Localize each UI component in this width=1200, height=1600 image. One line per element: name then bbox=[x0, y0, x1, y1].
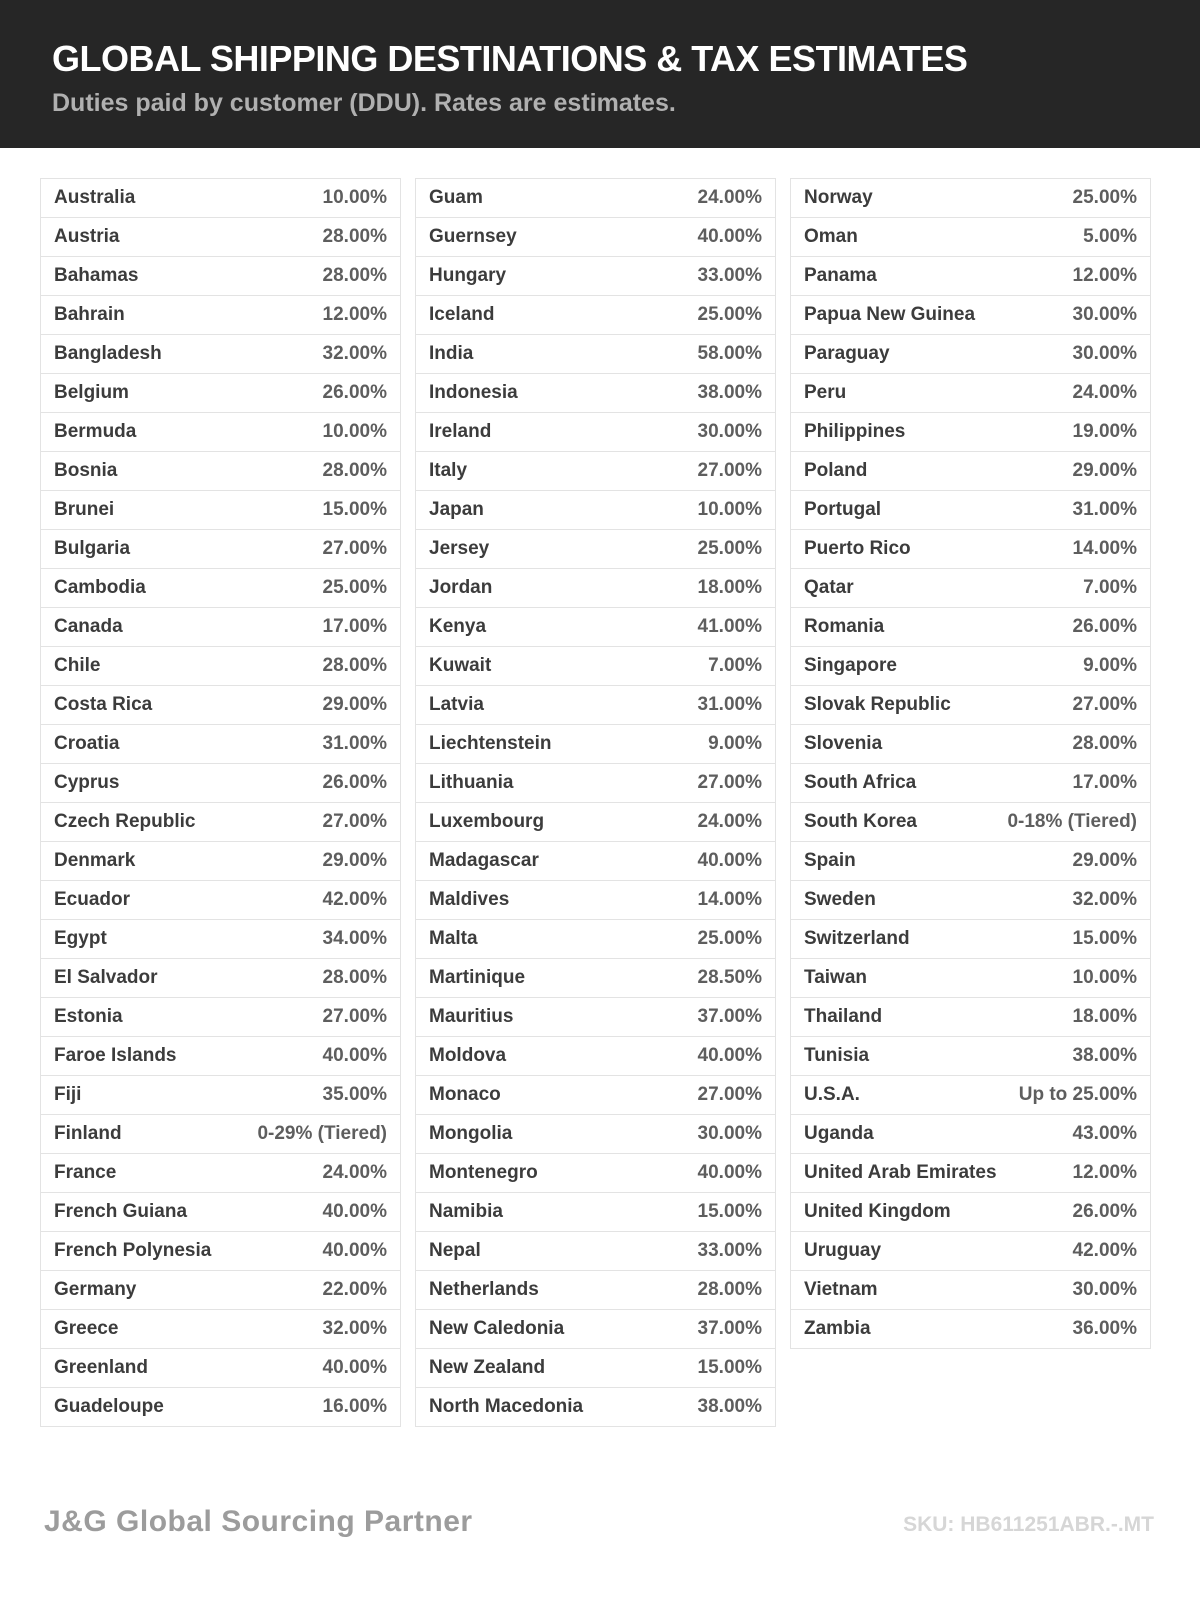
tax-rate: 10.00% bbox=[1072, 967, 1137, 988]
table-row bbox=[791, 647, 1150, 686]
table-row bbox=[791, 842, 1150, 881]
tax-rate: 0-18% (Tiered) bbox=[1007, 811, 1137, 832]
tax-rate: 40.00% bbox=[697, 226, 762, 247]
tax-rate: 12.00% bbox=[322, 304, 387, 325]
table-row bbox=[416, 647, 775, 686]
tax-rate: 7.00% bbox=[708, 655, 762, 676]
table-row bbox=[791, 920, 1150, 959]
table-row bbox=[791, 1076, 1150, 1115]
country-name: Netherlands bbox=[429, 1279, 539, 1300]
country-name: New Caledonia bbox=[429, 1318, 565, 1339]
tax-rate: 42.00% bbox=[322, 889, 387, 910]
tax-rate: 40.00% bbox=[697, 1162, 762, 1183]
tax-rate: Up to 25.00% bbox=[1018, 1084, 1137, 1105]
country-name: Indonesia bbox=[429, 382, 518, 403]
tax-rate: 28.00% bbox=[322, 226, 387, 247]
tax-rate: 24.00% bbox=[697, 811, 762, 832]
tax-rate: 37.00% bbox=[697, 1006, 762, 1027]
country-name: Spain bbox=[804, 850, 856, 871]
tax-rate: 26.00% bbox=[322, 382, 387, 403]
tax-rate: 22.00% bbox=[322, 1279, 387, 1300]
table-row bbox=[41, 998, 400, 1037]
table-row bbox=[416, 413, 775, 452]
country-name: Bahrain bbox=[54, 304, 125, 325]
country-name: Italy bbox=[429, 460, 468, 481]
tax-rate: 18.00% bbox=[1072, 1006, 1137, 1027]
table-row bbox=[791, 725, 1150, 764]
table-row bbox=[416, 1115, 775, 1154]
table-row bbox=[41, 920, 400, 959]
table-row bbox=[416, 218, 775, 257]
table-row bbox=[41, 803, 400, 842]
country-name: Ireland bbox=[429, 421, 492, 442]
table-row bbox=[41, 491, 400, 530]
tax-rate: 10.00% bbox=[697, 499, 762, 520]
tax-rate: 26.00% bbox=[1072, 616, 1137, 637]
country-name: Philippines bbox=[804, 421, 906, 442]
table-row bbox=[791, 764, 1150, 803]
country-name: Bangladesh bbox=[54, 343, 162, 364]
table-row bbox=[41, 881, 400, 920]
table-row bbox=[41, 1271, 400, 1310]
tax-rate: 14.00% bbox=[697, 889, 762, 910]
country-name: Panama bbox=[804, 265, 877, 286]
page-title: GLOBAL SHIPPING DESTINATIONS & TAX ESTIMATES bbox=[52, 38, 968, 79]
table-row bbox=[41, 257, 400, 296]
tax-rate: 12.00% bbox=[1072, 1162, 1137, 1183]
tax-rate: 31.00% bbox=[1072, 499, 1137, 520]
table-row bbox=[791, 413, 1150, 452]
table-row bbox=[416, 842, 775, 881]
tax-rate: 25.00% bbox=[697, 928, 762, 949]
tax-rate: 32.00% bbox=[322, 343, 387, 364]
tax-rate: 32.00% bbox=[1072, 889, 1137, 910]
table-row bbox=[41, 452, 400, 491]
tax-rate: 18.00% bbox=[697, 577, 762, 598]
country-name: Bosnia bbox=[54, 460, 118, 481]
tax-rate: 30.00% bbox=[697, 421, 762, 442]
tax-rate: 31.00% bbox=[322, 733, 387, 754]
tax-rate: 27.00% bbox=[322, 811, 387, 832]
tax-rate: 27.00% bbox=[697, 460, 762, 481]
table-row bbox=[416, 998, 775, 1037]
table-row bbox=[416, 1349, 775, 1388]
table-row bbox=[41, 335, 400, 374]
country-name: Cambodia bbox=[54, 577, 146, 598]
brand-name: J&G Global Sourcing Partner bbox=[44, 1505, 473, 1538]
table-row bbox=[41, 1193, 400, 1232]
country-name: French Guiana bbox=[54, 1201, 188, 1222]
country-name: Lithuania bbox=[429, 772, 514, 793]
tax-rate: 15.00% bbox=[322, 499, 387, 520]
tax-rate: 26.00% bbox=[322, 772, 387, 793]
table-row bbox=[791, 335, 1150, 374]
tax-rate: 27.00% bbox=[697, 772, 762, 793]
table-column-3 bbox=[790, 178, 1151, 1349]
tax-rate: 10.00% bbox=[322, 187, 387, 208]
country-name: Puerto Rico bbox=[804, 538, 911, 559]
tax-rate: 7.00% bbox=[1083, 577, 1137, 598]
table-row bbox=[416, 296, 775, 335]
tax-rate: 0-29% (Tiered) bbox=[257, 1123, 387, 1144]
tax-rate: 16.00% bbox=[322, 1396, 387, 1417]
country-name: Chile bbox=[54, 655, 101, 676]
tax-rate: 33.00% bbox=[697, 1240, 762, 1261]
table-row bbox=[416, 920, 775, 959]
table-row bbox=[416, 881, 775, 920]
tax-rate: 30.00% bbox=[697, 1123, 762, 1144]
country-name: Maldives bbox=[429, 889, 510, 910]
tax-rate: 35.00% bbox=[322, 1084, 387, 1105]
tax-rate: 34.00% bbox=[322, 928, 387, 949]
country-name: Monaco bbox=[429, 1084, 501, 1105]
country-name: France bbox=[54, 1162, 117, 1183]
country-name: Faroe Islands bbox=[54, 1045, 177, 1066]
tax-rate: 28.00% bbox=[322, 655, 387, 676]
country-name: Denmark bbox=[54, 850, 136, 871]
table-row bbox=[416, 686, 775, 725]
table-row bbox=[791, 959, 1150, 998]
country-name: Paraguay bbox=[804, 343, 890, 364]
tax-rate: 28.00% bbox=[322, 967, 387, 988]
tax-rate: 41.00% bbox=[697, 616, 762, 637]
country-name: Liechtenstein bbox=[429, 733, 552, 754]
country-name: Czech Republic bbox=[54, 811, 196, 832]
table-row bbox=[41, 686, 400, 725]
country-name: Australia bbox=[54, 187, 136, 208]
country-name: Oman bbox=[804, 226, 858, 247]
country-name: Estonia bbox=[54, 1006, 123, 1027]
table-column-1 bbox=[40, 178, 401, 1427]
tax-rate: 5.00% bbox=[1083, 226, 1137, 247]
tax-rate: 25.00% bbox=[697, 538, 762, 559]
country-name: Greece bbox=[54, 1318, 119, 1339]
table-row bbox=[416, 959, 775, 998]
tax-rate: 32.00% bbox=[322, 1318, 387, 1339]
country-name: Papua New Guinea bbox=[804, 304, 976, 325]
table-row bbox=[791, 296, 1150, 335]
country-name: Slovenia bbox=[804, 733, 883, 754]
tax-rate: 19.00% bbox=[1072, 421, 1137, 442]
country-name: Bermuda bbox=[54, 421, 137, 442]
tax-rate: 42.00% bbox=[1072, 1240, 1137, 1261]
table-row bbox=[416, 1310, 775, 1349]
country-name: Kenya bbox=[429, 616, 487, 637]
table-row bbox=[791, 1193, 1150, 1232]
table-row bbox=[416, 335, 775, 374]
table-row bbox=[416, 179, 775, 218]
country-name: Switzerland bbox=[804, 928, 910, 949]
table-row bbox=[791, 803, 1150, 842]
country-name: Sweden bbox=[804, 889, 876, 910]
table-row bbox=[41, 179, 400, 218]
table-row bbox=[41, 1388, 400, 1426]
tax-rate: 15.00% bbox=[1072, 928, 1137, 949]
table-row bbox=[791, 686, 1150, 725]
tax-rate: 40.00% bbox=[322, 1201, 387, 1222]
country-name: Poland bbox=[804, 460, 868, 481]
country-name: Namibia bbox=[429, 1201, 503, 1222]
tax-rate: 38.00% bbox=[1072, 1045, 1137, 1066]
country-name: Iceland bbox=[429, 304, 495, 325]
tax-rate: 27.00% bbox=[322, 1006, 387, 1027]
table-row bbox=[41, 842, 400, 881]
table-row bbox=[41, 1115, 400, 1154]
tax-rate: 28.00% bbox=[697, 1279, 762, 1300]
country-name: North Macedonia bbox=[429, 1396, 584, 1417]
table-row bbox=[416, 608, 775, 647]
tax-rate: 30.00% bbox=[1072, 1279, 1137, 1300]
country-name: Kuwait bbox=[429, 655, 492, 676]
tax-rate-table bbox=[0, 148, 1200, 1427]
tax-rate: 28.50% bbox=[697, 967, 762, 988]
country-name: U.S.A. bbox=[804, 1084, 860, 1105]
table-row bbox=[416, 1232, 775, 1271]
table-row bbox=[416, 257, 775, 296]
tax-rate: 24.00% bbox=[1072, 382, 1137, 403]
tax-rate: 14.00% bbox=[1072, 538, 1137, 559]
table-row bbox=[791, 257, 1150, 296]
tax-rate: 30.00% bbox=[1072, 304, 1137, 325]
table-row bbox=[791, 374, 1150, 413]
country-name: Fiji bbox=[54, 1084, 82, 1105]
country-name: Martinique bbox=[429, 967, 526, 988]
table-row bbox=[791, 530, 1150, 569]
country-name: Costa Rica bbox=[54, 694, 153, 715]
tax-rate: 40.00% bbox=[322, 1357, 387, 1378]
table-row bbox=[416, 569, 775, 608]
tax-rate: 29.00% bbox=[1072, 850, 1137, 871]
table-row bbox=[791, 569, 1150, 608]
country-name: South Africa bbox=[804, 772, 917, 793]
country-name: Malta bbox=[429, 928, 478, 949]
country-name: Slovak Republic bbox=[804, 694, 951, 715]
tax-rate: 36.00% bbox=[1072, 1318, 1137, 1339]
table-row bbox=[791, 218, 1150, 257]
country-name: Norway bbox=[804, 187, 873, 208]
country-name: Croatia bbox=[54, 733, 120, 754]
page-header bbox=[0, 0, 1200, 148]
table-row bbox=[41, 374, 400, 413]
table-row bbox=[416, 764, 775, 803]
country-name: Madagascar bbox=[429, 850, 539, 871]
country-name: Egypt bbox=[54, 928, 107, 949]
table-row bbox=[41, 530, 400, 569]
table-row bbox=[41, 959, 400, 998]
table-row bbox=[416, 491, 775, 530]
tax-rate: 12.00% bbox=[1072, 265, 1137, 286]
table-row bbox=[416, 725, 775, 764]
tax-rate: 17.00% bbox=[1072, 772, 1137, 793]
table-row bbox=[416, 1154, 775, 1193]
country-name: Austria bbox=[54, 226, 120, 247]
country-name: Tunisia bbox=[804, 1045, 870, 1066]
table-row bbox=[416, 1037, 775, 1076]
table-row bbox=[416, 1388, 775, 1426]
tax-rate: 28.00% bbox=[322, 460, 387, 481]
country-name: Uganda bbox=[804, 1123, 874, 1144]
table-row bbox=[416, 530, 775, 569]
tax-rate: 27.00% bbox=[697, 1084, 762, 1105]
table-row bbox=[41, 764, 400, 803]
tax-rate: 40.00% bbox=[697, 850, 762, 871]
tax-rate: 43.00% bbox=[1072, 1123, 1137, 1144]
country-name: Belgium bbox=[54, 382, 129, 403]
table-row bbox=[416, 1271, 775, 1310]
country-name: Cyprus bbox=[54, 772, 120, 793]
country-name: United Arab Emirates bbox=[804, 1162, 997, 1183]
country-name: Thailand bbox=[804, 1006, 883, 1027]
table-row bbox=[41, 569, 400, 608]
country-name: Romania bbox=[804, 616, 885, 637]
tax-rate: 17.00% bbox=[322, 616, 387, 637]
country-name: Bulgaria bbox=[54, 538, 131, 559]
country-name: Vietnam bbox=[804, 1279, 878, 1300]
country-name: El Salvador bbox=[54, 967, 158, 988]
tax-rate: 40.00% bbox=[697, 1045, 762, 1066]
tax-rate: 40.00% bbox=[322, 1240, 387, 1261]
table-row bbox=[416, 803, 775, 842]
table-row bbox=[791, 1310, 1150, 1348]
table-row bbox=[416, 1076, 775, 1115]
country-name: United Kingdom bbox=[804, 1201, 951, 1222]
tax-rate: 24.00% bbox=[697, 187, 762, 208]
table-row bbox=[791, 1232, 1150, 1271]
table-row bbox=[791, 179, 1150, 218]
table-row bbox=[791, 608, 1150, 647]
table-row bbox=[791, 1271, 1150, 1310]
country-name: Latvia bbox=[429, 694, 484, 715]
country-name: Guam bbox=[429, 187, 483, 208]
table-row bbox=[416, 1193, 775, 1232]
country-name: Taiwan bbox=[804, 967, 867, 988]
tax-rate: 31.00% bbox=[697, 694, 762, 715]
page-subtitle: Duties paid by customer (DDU). Rates are estimates. bbox=[52, 89, 676, 117]
tax-rate: 38.00% bbox=[697, 1396, 762, 1417]
tax-rate: 26.00% bbox=[1072, 1201, 1137, 1222]
country-name: Singapore bbox=[804, 655, 897, 676]
table-row bbox=[791, 452, 1150, 491]
table-row bbox=[41, 608, 400, 647]
table-row bbox=[41, 1037, 400, 1076]
tax-rate: 25.00% bbox=[1072, 187, 1137, 208]
country-name: Peru bbox=[804, 382, 847, 403]
tax-rate: 29.00% bbox=[322, 694, 387, 715]
country-name: Germany bbox=[54, 1279, 137, 1300]
country-name: New Zealand bbox=[429, 1357, 546, 1378]
country-name: French Polynesia bbox=[54, 1240, 212, 1261]
tax-rate: 30.00% bbox=[1072, 343, 1137, 364]
tax-rate: 38.00% bbox=[697, 382, 762, 403]
tax-rate: 27.00% bbox=[1072, 694, 1137, 715]
country-name: Greenland bbox=[54, 1357, 148, 1378]
tax-rate: 27.00% bbox=[322, 538, 387, 559]
country-name: Moldova bbox=[429, 1045, 507, 1066]
country-name: Nepal bbox=[429, 1240, 481, 1261]
country-name: Brunei bbox=[54, 499, 115, 520]
tax-rate: 9.00% bbox=[1083, 655, 1137, 676]
country-name: Mongolia bbox=[429, 1123, 513, 1144]
country-name: Bahamas bbox=[54, 265, 139, 286]
country-name: Finland bbox=[54, 1123, 122, 1144]
country-name: India bbox=[429, 343, 474, 364]
table-row bbox=[41, 296, 400, 335]
country-name: Japan bbox=[429, 499, 484, 520]
tax-rate: 28.00% bbox=[1072, 733, 1137, 754]
tax-rate: 9.00% bbox=[708, 733, 762, 754]
table-row bbox=[41, 1310, 400, 1349]
table-row bbox=[41, 725, 400, 764]
tax-rate: 25.00% bbox=[322, 577, 387, 598]
sku-label: SKU: HB611251ABR.-.MT bbox=[903, 1513, 1154, 1536]
table-row bbox=[41, 1076, 400, 1115]
tax-rate: 24.00% bbox=[322, 1162, 387, 1183]
page-footer bbox=[0, 1505, 1200, 1539]
country-name: Mauritius bbox=[429, 1006, 514, 1027]
table-row bbox=[41, 1349, 400, 1388]
tax-rate: 40.00% bbox=[322, 1045, 387, 1066]
tax-rate: 15.00% bbox=[697, 1357, 762, 1378]
country-name: Guernsey bbox=[429, 226, 517, 247]
tax-rate: 29.00% bbox=[1072, 460, 1137, 481]
table-row bbox=[416, 374, 775, 413]
country-name: Guadeloupe bbox=[54, 1396, 164, 1417]
country-name: Portugal bbox=[804, 499, 882, 520]
country-name: Canada bbox=[54, 616, 123, 637]
tax-rate: 10.00% bbox=[322, 421, 387, 442]
country-name: Ecuador bbox=[54, 889, 131, 910]
table-row bbox=[791, 881, 1150, 920]
country-name: Uruguay bbox=[804, 1240, 882, 1261]
country-name: Hungary bbox=[429, 265, 507, 286]
table-row bbox=[791, 1115, 1150, 1154]
country-name: Jordan bbox=[429, 577, 493, 598]
tax-rate: 15.00% bbox=[697, 1201, 762, 1222]
table-row bbox=[41, 647, 400, 686]
table-row bbox=[791, 998, 1150, 1037]
country-name: Luxembourg bbox=[429, 811, 545, 832]
table-row bbox=[41, 413, 400, 452]
tax-rate: 28.00% bbox=[322, 265, 387, 286]
table-row bbox=[791, 491, 1150, 530]
country-name: South Korea bbox=[804, 811, 917, 832]
table-row bbox=[41, 1232, 400, 1271]
tax-rate: 37.00% bbox=[697, 1318, 762, 1339]
country-name: Jersey bbox=[429, 538, 490, 559]
table-row bbox=[791, 1037, 1150, 1076]
table-row bbox=[41, 1154, 400, 1193]
table-row bbox=[41, 218, 400, 257]
tax-rate: 29.00% bbox=[322, 850, 387, 871]
country-name: Montenegro bbox=[429, 1162, 538, 1183]
country-name: Qatar bbox=[804, 577, 854, 598]
tax-rate: 25.00% bbox=[697, 304, 762, 325]
tax-rate: 33.00% bbox=[697, 265, 762, 286]
table-row bbox=[416, 452, 775, 491]
tax-rate: 58.00% bbox=[697, 343, 762, 364]
table-row bbox=[791, 1154, 1150, 1193]
table-column-2 bbox=[415, 178, 776, 1427]
country-name: Zambia bbox=[804, 1318, 871, 1339]
